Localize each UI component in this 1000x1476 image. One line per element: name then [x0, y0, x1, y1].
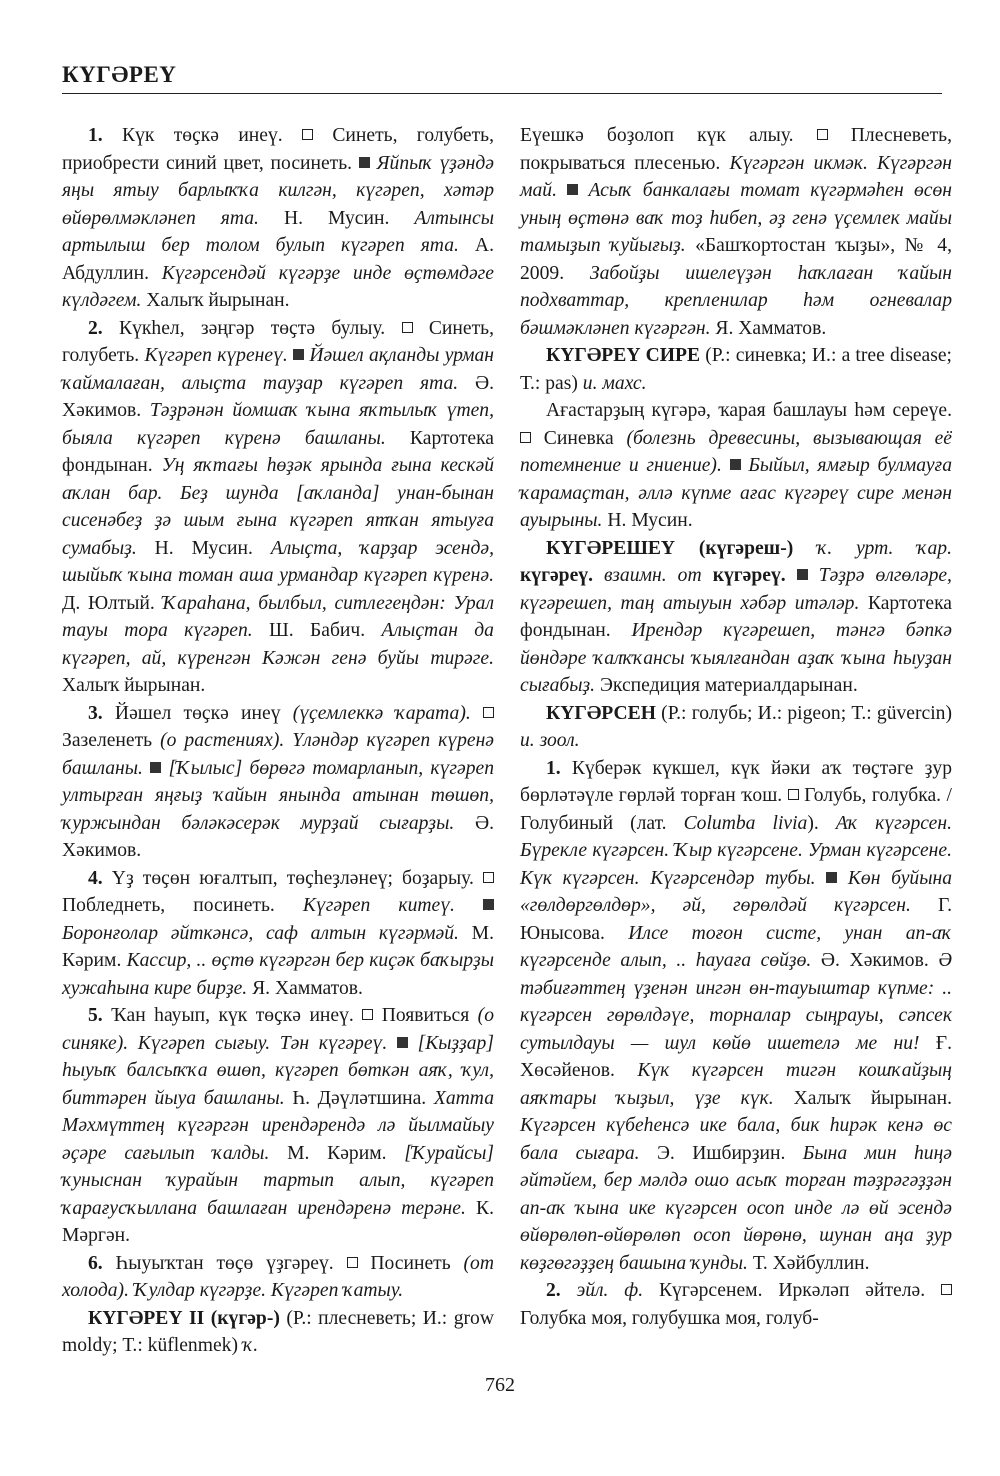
page-number: 762: [485, 1374, 515, 1396]
example-marker-icon: [826, 872, 837, 883]
running-head: КҮГӘРЕҮ: [62, 62, 177, 87]
sense-4: 4. Үҙ төҫөн юғалтып, төҫһеҙләнеү; боҙарыу. Побледнеть, посинеть. Күгәреп китеү. Боронғолар әйткәнсә, саф алтын күгәрмәй. М. Кәрим. Кассир, .. өҫтө күгәргән бер киҫәк баҡырҙы хужаһына кире бирҙе. Я. Хамматов.: [62, 867, 494, 999]
example-marker-icon: [150, 762, 161, 773]
header-rule: [62, 93, 942, 94]
left-column: [62, 122, 494, 1360]
example-marker-icon: [397, 1037, 408, 1048]
translation-marker-icon: [520, 432, 531, 443]
headword: КҮГӘРЕҮ II (күгәр-): [88, 1307, 280, 1329]
translation-marker-icon: [817, 129, 828, 140]
example-marker-icon: [797, 569, 808, 580]
translation-marker-icon: [362, 1009, 373, 1020]
entry-kugaresheu: КҮГӘРЕШЕҮ (күгәреш-) ҡ. урт. ҡар. күгәреү. взаимн. от күгәреү. Тәҙрә өлгөләре, күгәрешеп, таң атыуын хәбәр итәләр. Картотека фондынан. Ирендәр күгәрешеп, тәнгә бәпкә йөндәре ҡалҡҡансы ҡыялғандан аҙаҡ ҡына һыуҙан сығабыҙ. Экспедиция материалдарынан.: [520, 537, 953, 696]
translation-marker-icon: [347, 1257, 358, 1268]
entry-kugareu-sire-definition: Ағастарҙың күгәрә, ҡарая башлауы һәм сереүе. Синевка (болезнь древесины, вызывающая её потемнение и гниение). Быйыл, ямғыр булмауға ҡарамаҫтан, әллә күпме ағас күгәреү сире менән ауырыны. Н. Мусин.: [520, 400, 952, 531]
translation-marker-icon: [483, 707, 494, 718]
sense-6: 6. Һыуыҡтан төҫө үҙгәреү. Посинеть (от холода). Ҡулдар күгәрҙе. Күгәреп ҡатыу.: [62, 1252, 494, 1301]
sense-2: 2. Күкһел, зәңгәр төҫтә булыу. Синеть, голубеть. Күгәреп күренеү. Йәшел ақланды урман ҡаймалаған, алыҫта тауҙар күгәреп ята. Ә. Хәкимов. Тәҙрәнән йомшаҡ ҡына яҡтылыҡ үтеп, быяла күгәреп күренә башланы. Картотека фондынан. Уң яҡтағы һөҙәк ярында ғына кескәй аҡлан бар. Беҙ шунда [аҡланда] унан-бынан сисенәбеҙ ҙә шым ғына күгәреп ятҡан ятыуға сумабыҙ. Н. Мусин. Алыҫта, ҡарҙар эсендә, шыйыҡ ҡына томан аша урмандар күгәреп күренә. Д. Юлтый. Ҡараһана, былбыл, ситлегеңдән: Урал тауы тора күгәреп. Ш. Бабич. Алыҫтан да күгәреп, ай, күренгән Кәжән генә буйы тирәге. Халыҡ йырынан.: [62, 317, 495, 696]
translation-marker-icon: [483, 872, 494, 883]
sense-1: 1. Күк төҫкә инеү. Синеть, голубеть, приобрести синий цвет, посинеть. Яйпыҡ үҙәндә яңы ятыу барлыҡҡа килгән, күгәреп, хәтәр өйөрөлмәкләнеп ята. Н. Мусин. Алтынсы артылыш бер толом булып күгәреп ята. А. Абдуллин. Күгәрсендәй күгәрҙе инде өҫтөмдәге күлдәгем. Халыҡ йырынан.: [62, 125, 494, 311]
right-column: [520, 122, 952, 1332]
example-marker-icon: [730, 459, 741, 470]
headword: КҮГӘРЕШЕҮ (күгәреш-): [546, 537, 794, 559]
translation-marker-icon: [788, 789, 799, 800]
example-marker-icon: [483, 899, 494, 910]
headword: КҮГӘРЕҮ СИРЕ: [546, 345, 701, 366]
sense-3: 3. Йәшел төҫкә инеү (үҫемлеккә ҡарата). Зазеленеть (о растениях). Үләндәр күгәреп күренә башланы. [Ҡылыс] бөрөгә томарланып, күгәреп ултырған яңғыҙ ҡайын янында атынан төшөп, ҡуржындан бәләкәсерәк мурҙай сығарҙы. Ә. Хәкимов.: [62, 702, 494, 861]
entry-kugarsen-sense-1: 1. Күберәк күкшел, күк йәки аҡ төҫтәге ҙур бөрләтәүле гөрләй торған ҡош. Голубь, голубка. / Голубиный (лат. Columba livia). Аҡ күгәрсен. Бүрекле күгәрсен. Ҡыр күгәрсене. Урман күгәрсене. Күк күгәрсен. Күгәрсендәр тубы. Көн буйына «гөлдөргөлдөр», әй, гөрөлдәй күгәрсен. Г. Юнысова. Илсе тоғон систе, унан ап-аҡ күгәрсенде алып, .. һауаға сөйҙө. Ә. Хәкимов. Ә тәбиғәттең үҙенән ингән өн-тауыштар күпме: .. күгәрсен гөрөлдәүе, торналар сыңрауы, сәпсек сутылдауы — шул көйө ишетелә ме ни! Ғ. Хөсәйенов. Күк күгәрсен тигән кошҡайҙың аяҡтары ҡыҙыл, үҙе күк. Халыҡ йырынан. Күгәрсен күбеһенсә ике бала, бик һирәк кенә өс бала сығара. Э. Ишбирҙин. Бына мин һиңә әйтәйем, бер мәлдә ошо асыҡ торған тәҙрәгәҙҙән ап-аҡ ҡына ике күгәрсен осоп инде лә өй эсендә өйөрөлөп-өйөрөлөп осоп йөрөнө, шунан аңа ҙур көҙгөгәҙҙең башына ҡунды. Т. Хәйбуллин.: [520, 757, 953, 1274]
translation-marker-icon: [941, 1284, 952, 1295]
example-marker-icon: [359, 157, 370, 168]
entry-kugarsen-sense-2: 2. эйл. ф. Күгәрсенем. Иркәләп әйтелә. Голубка моя, голубушка моя, голуб-: [520, 1277, 952, 1332]
entry-kugarsen: КҮГӘРСЕН (Р.: голубь; И.: pigeon; Т.: güvercin) и. зоол.: [520, 702, 952, 751]
headword: КҮГӘРСЕН: [546, 702, 656, 724]
example-marker-icon: [567, 184, 578, 195]
entry-kugareu-ii: КҮГӘРЕҮ II (күгәр-) (Р.: плесневеть; И.: grow moldy; Т.: küflenmek) ҡ.: [62, 1307, 495, 1356]
translation-marker-icon: [302, 129, 313, 140]
example-marker-icon: [293, 349, 304, 360]
entry-kugareu-ii-definition: Еүешкә боҙолоп күк алыу. Плесневеть, покрываться плесенью. Күгәргән икмәк. Күгәргән май. Асыҡ банкалағы томат күгәрмәһен өсөн уның өҫтөнә ваҡ тоҙ һибеп, әҙ генә үҫемлек майы тамыҙып ҡуйығыҙ. «Башҡортостан ҡыҙы», № 4, 2009. Забойҙы ишелеүҙән һаҡлаған ҡайын подхваттар, крепленилар һәм огневалар бәшмәкләнеп күгәргән. Я. Хамматов.: [520, 125, 953, 339]
entry-kugareu-sire: КҮГӘРЕҮ СИРЕ (Р.: синевка; И.: a tree disease; Т.: pas) и. махс.: [520, 345, 952, 394]
sense-5: 5. Ҡан һауып, күк төҫкә инеү. Появиться (о синяке). Күгәреп сығыу. Тән күгәреү. [Кыҙҙар] һыуыҡ балсыҡҡа өшөп, күгәреп бөткән аяҡ, ҡул, биттәрен йыуа башланы. Һ. Дәүләтшина. Хатта Мәхмүттең күгәргән ирендәрендә лә йылмайыу әҫәре сағылып ҡалды. М. Кәрим. [Ҡурайсы] ҡуныснан ҡурайын тартып алып, күгәреп ҡарағусҡыллана башлаған ирендәренә терәне. К. Мәргән.: [62, 1005, 494, 1246]
translation-marker-icon: [402, 322, 413, 333]
